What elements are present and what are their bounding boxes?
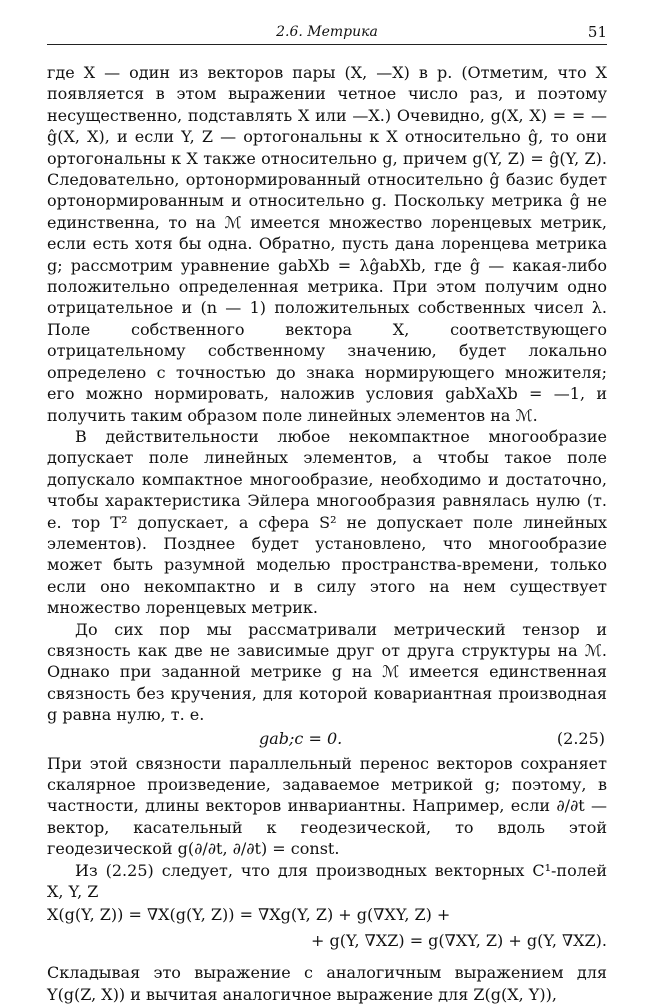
page-number: 51 <box>587 23 607 41</box>
equation-label: (2.25) <box>556 728 605 748</box>
paragraph-2: В действительности любое некомпактное многообразие допускает поле линейных элементов, а чтобы такое поле допускало компактное многообразие, необходимо и достаточно, чтобы характеристика Эйлера многообразия равнялась нулю (т. е. тор T² допускает, а сфера S² не допускает поле линейных элементов). Позднее будет установлено, что многообразие может быть разумной моделью пространства-времени, только если оно некомпактно и в силу этого на нем существует множество лоренцевых метрик. <box>47 426 607 618</box>
section-title: 2.6. Метрика <box>276 24 378 40</box>
equation-formula: gab;c = 0. <box>259 728 343 748</box>
paragraph-3: До сих пор мы рассматривали метрический тензор и связность как две не зависимые друг от друга структуры на ℳ. Однако при заданной метрике g на ℳ имеется единственная связность без кручения, для которой ковариантная производная g равна нулю, т. е. <box>47 619 607 725</box>
paragraph-6: Складывая это выражение с аналогичным выражением для Y(g(Z, X)) и вычитая аналогичное выражение для Z(g(X, Y)), <box>47 963 607 1004</box>
display-equation-first: X(g(Y, Z)) = ∇X(g(Y, Z)) = ∇Xg(Y, Z) + g(∇XY, Z) + <box>47 905 451 925</box>
book-page <box>47 0 607 1004</box>
paragraph-5: Из (2.25) следует, что для производных векторных C¹-полей X, Y, Z <box>47 860 607 902</box>
display-equation-second: + g(Y, ∇XZ) = g(∇XY, Z) + g(Y, ∇XZ). <box>311 931 607 951</box>
running-header <box>47 22 607 45</box>
paragraph-4: При этой связности параллельный перенос векторов сохраняет скалярное произведение, задаваемое метрикой g; поэтому, в частности, длины векторов инвариантны. Например, если ∂/∂t — вектор, касательный к геодезической, то вдоль этой геодезической g(∂/∂t, ∂/∂t) = const. <box>47 753 607 859</box>
display-equation-line-2 <box>47 928 607 954</box>
display-equation-line-1 <box>47 902 607 928</box>
page-body <box>47 62 607 1005</box>
paragraph-1: где X — один из векторов пары (X, —X) в p. (Отметим, что X появляется в этом выражении четное число раз, и поэтому несущественно, подставлять X или —X.) Очевидно, g(X, X) = = — ĝ(X, X), и если Y, Z — ортогональны к X относительно ĝ, то они ортогональны к X также относительно g, причем g(Y, Z) = ĝ(Y, Z). Следовательно, ортонормированный относительно ĝ базис будет ортонормированным и относительно g. Поскольку метрика ĝ не единственна, то на ℳ имеется множество лоренцевых метрик, если есть хотя бы одна. Обратно, пусть дана лоренцева метрика g; рассмотрим уравнение gabXb = λĝabXb, где ĝ — какая-либо положительно определенная метрика. При этом получим одно отрицательное и (n — 1) положительных собственных чисел λ. Поле собственного вектора X, соответствующего отрицательному собственному значению, будет локально определено с точностью до знака нормирующего множителя; его можно нормировать, наложив условия gabXaXb = —1, и получить таким образом поле линейных элементов на ℳ. <box>47 63 607 425</box>
equation-2-25 <box>47 726 607 753</box>
